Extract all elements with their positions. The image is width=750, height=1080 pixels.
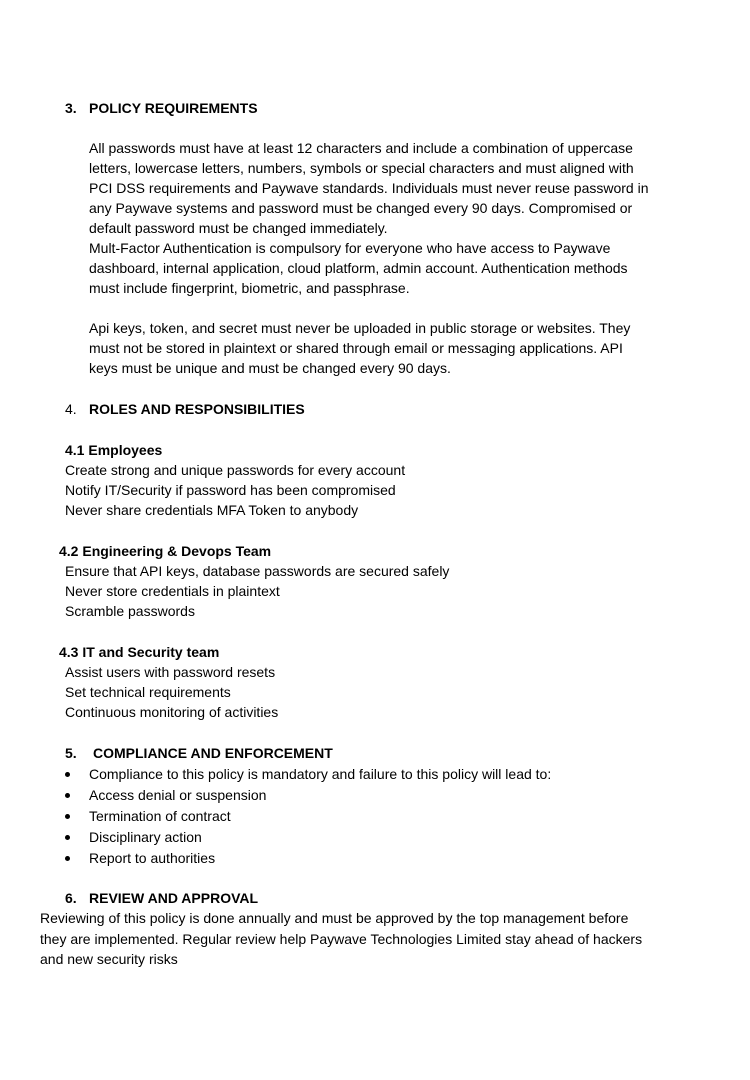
paragraph-line: Mult-Factor Authentication is compulsory for everyone who have access to Paywave bbox=[89, 240, 611, 256]
section-6-number: 6. bbox=[65, 890, 77, 906]
paragraph-line: default password must be changed immediately. bbox=[89, 220, 388, 236]
list-item: Ensure that API keys, database passwords are secured safely bbox=[65, 563, 450, 579]
bullet-icon bbox=[65, 772, 70, 777]
section-3-number: 3. bbox=[65, 100, 77, 116]
subsection-it-security-title: 4.3 IT and Security team bbox=[59, 644, 220, 660]
list-item: Never store credentials in plaintext bbox=[65, 583, 280, 599]
list-item: Notify IT/Security if password has been compromised bbox=[65, 482, 396, 498]
paragraph-line: keys must be unique and must be changed every 90 days. bbox=[89, 360, 451, 376]
paragraph-line: All passwords must have at least 12 characters and include a combination of uppercase bbox=[89, 140, 633, 156]
paragraph-line: must not be stored in plaintext or shared through email or messaging applications. API bbox=[89, 340, 623, 356]
list-item: Continuous monitoring of activities bbox=[65, 704, 279, 720]
section-4-number: 4. bbox=[65, 401, 77, 417]
bullet-icon bbox=[65, 793, 70, 798]
paragraph-line: they are implemented. Regular review help Paywave Technologies Limited stay ahead of hackers bbox=[40, 931, 643, 947]
subsection-employees-title: 4.1 Employees bbox=[65, 442, 163, 458]
paragraph-line: and new security risks bbox=[40, 951, 178, 967]
section-3-heading: POLICY REQUIREMENTS bbox=[89, 100, 258, 116]
section-5-heading: COMPLIANCE AND ENFORCEMENT bbox=[93, 745, 333, 761]
paragraph-line: any Paywave systems and password must be changed every 90 days. Compromised or bbox=[89, 200, 633, 216]
bullet-item: Termination of contract bbox=[89, 808, 231, 824]
list-item: Assist users with password resets bbox=[65, 664, 276, 680]
bullet-icon bbox=[65, 856, 70, 861]
paragraph-line: dashboard, internal application, cloud platform, admin account. Authentication methods bbox=[89, 260, 628, 276]
section-6-heading: REVIEW AND APPROVAL bbox=[89, 890, 259, 906]
paragraph-line: letters, lowercase letters, numbers, symbols or special characters and must aligned with bbox=[89, 160, 634, 176]
bullet-item: Disciplinary action bbox=[89, 829, 202, 845]
list-item: Create strong and unique passwords for every account bbox=[65, 462, 406, 478]
bullet-item: Access denial or suspension bbox=[89, 787, 267, 803]
bullet-item: Report to authorities bbox=[89, 850, 216, 866]
paragraph-line: Api keys, token, and secret must never be uploaded in public storage or websites. They bbox=[89, 320, 631, 336]
section-4-heading: ROLES AND RESPONSIBILITIES bbox=[89, 401, 305, 417]
paragraph-line: must include fingerprint, biometric, and passphrase. bbox=[89, 280, 410, 296]
bullet-item: Compliance to this policy is mandatory and failure to this policy will lead to: bbox=[89, 766, 552, 782]
list-item: Never share credentials MFA Token to anybody bbox=[65, 502, 359, 518]
list-item: Set technical requirements bbox=[65, 684, 231, 700]
section-5-number: 5. bbox=[65, 745, 77, 761]
bullet-icon bbox=[65, 835, 70, 840]
subsection-engineering-title: 4.2 Engineering & Devops Team bbox=[59, 543, 272, 559]
bullet-icon bbox=[65, 814, 70, 819]
paragraph-line: Reviewing of this policy is done annually and must be approved by the top management before bbox=[40, 910, 629, 926]
list-item: Scramble passwords bbox=[65, 603, 195, 619]
paragraph-line: PCI DSS requirements and Paywave standards. Individuals must never reuse password in bbox=[89, 180, 649, 196]
